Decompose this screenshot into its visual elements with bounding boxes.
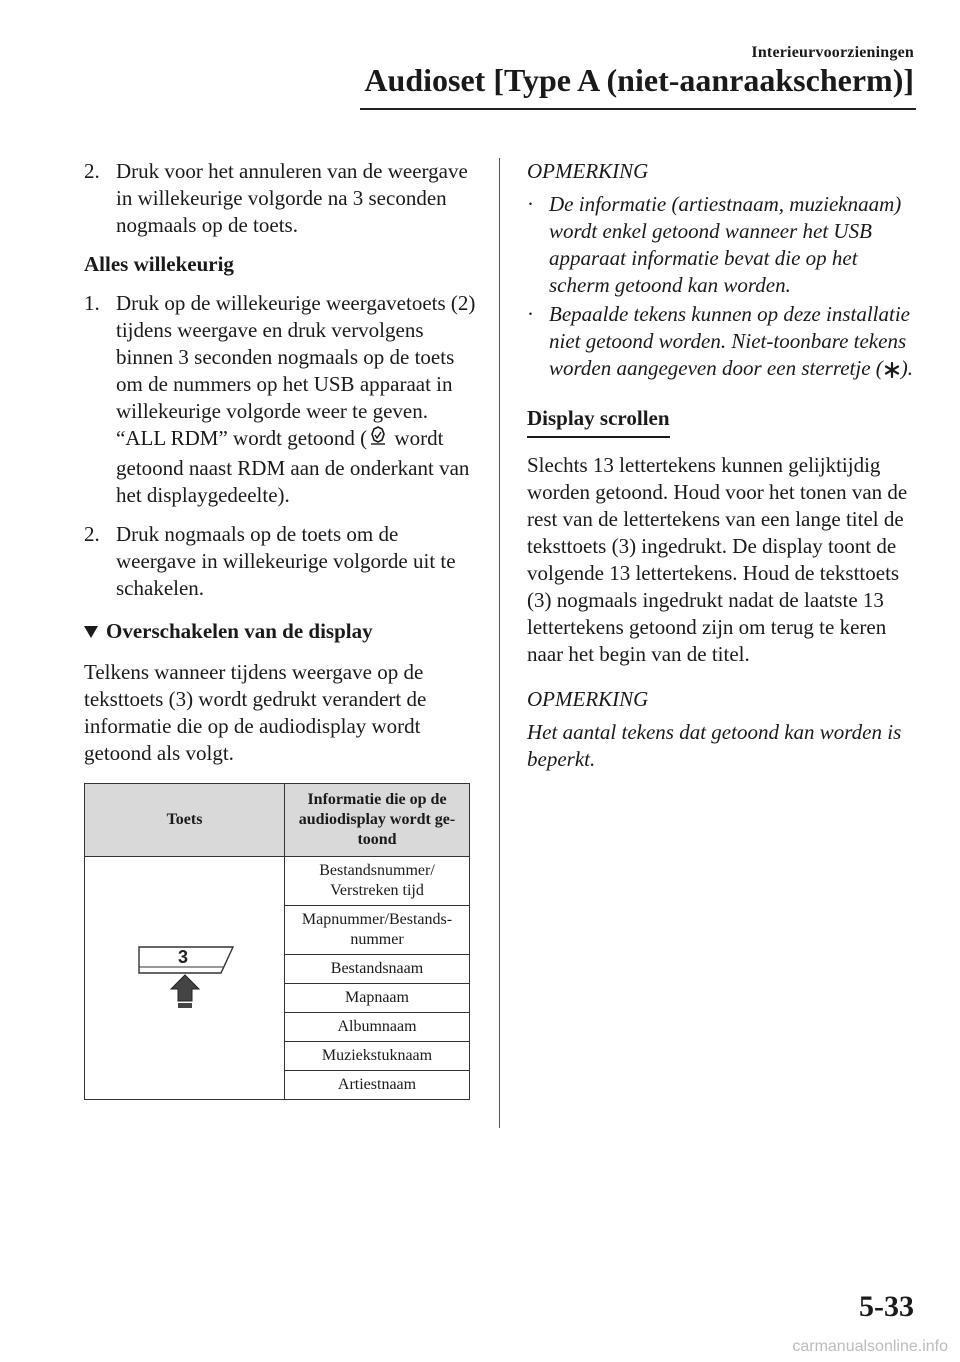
bullet-text-part: Bepaalde tekens kunnen op deze installatie niet getoond worden. Niet-toonbare tekens worden aangegeven door een sterretje ( — [549, 302, 910, 380]
watermark: carmanualsonline.info — [792, 1338, 948, 1355]
table-header-row — [85, 784, 470, 857]
table-cell: Muziekstuknaam — [285, 1042, 470, 1071]
all-random-step-1 — [84, 290, 476, 509]
bullet-text-part: ). — [900, 356, 914, 380]
all-random-step-2 — [84, 521, 476, 602]
step-number: 2. — [84, 159, 100, 183]
button-number-label: 3 — [177, 947, 188, 967]
step-text-part: Druk op de willekeurige weergavetoets (2) tijdens weergave en druk vervolgens binnen 3 seconden nogmaals op de toets om de nummers op het USB apparaat in willekeurige volgorde weer te geven. “ALL RDM” wordt getoond ( — [116, 291, 476, 450]
step-text: Druk nogmaals op de toets om de weergave in willekeurige volgorde uit te schakelen. — [116, 522, 456, 600]
page-number: 5-33 — [859, 1290, 914, 1323]
left-column — [84, 158, 476, 1100]
table-cell: Bestandsnummer/ Verstreken tijd — [285, 857, 470, 906]
step-text: Druk voor het annuleren van de weergave in willekeurige volgorde na 3 seconden nogmaals op de toets. — [116, 159, 468, 237]
note-bullet — [527, 301, 919, 385]
heading-text: Overschakelen van de display — [106, 619, 373, 643]
column-divider — [499, 158, 500, 1128]
note-bullet — [527, 191, 919, 299]
bullet-dot-icon: · — [527, 192, 534, 216]
bullet-dot-icon: · — [527, 302, 534, 326]
step-2-cancel — [84, 158, 476, 239]
page-title: Audioset [Type A (niet-aanraakscherm)] — [364, 62, 914, 98]
step-number: 1. — [84, 291, 100, 315]
display-scroll-heading: Display scrollen — [527, 405, 670, 438]
step-number: 2. — [84, 522, 100, 546]
table-cell: Artiestnaam — [285, 1071, 470, 1100]
table-row — [85, 857, 470, 906]
triangle-down-icon — [84, 626, 98, 638]
display-info-table — [84, 783, 470, 1100]
note-title: OPMERKING — [527, 687, 649, 711]
switch-display-paragraph: Telkens wanneer tijdens weergave op de teksttoets (3) wordt gedrukt verandert de informatie die op de audiodisplay wordt getoond als volgt. — [84, 660, 427, 765]
bullet-text: De informatie (artiestnaam, muzieknaam) wordt enkel getoond wanneer het USB apparaat informatie bevat die op het scherm getoond kan worden. — [549, 192, 902, 297]
table-cell: Bestandsnaam — [285, 955, 470, 984]
button-illustration-cell — [85, 857, 285, 1100]
step-text-part: wordt getoond naast RDM aan de onderkant van het displaygedeelte). — [116, 426, 470, 507]
random-folder-icon — [368, 426, 388, 455]
display-scroll-paragraph: Slechts 13 lettertekens kunnen gelijktijdig worden getoond. Houd voor het tonen van de rest van de lettertekens van een lange titel de teksttoets (3) ingedrukt. De display toont de volgende 13 lettertekens. Houd de teksttoets (3) nogmaals ingedrukt nadat de laatste 13 lettertekens getoond zijn om terug te keren naar het begin van de titel. — [527, 453, 908, 666]
table-header-info: Informatie die op de audiodisplay wordt ge-toond — [285, 784, 470, 857]
step-text — [116, 290, 476, 509]
table-cell: Mapnaam — [285, 984, 470, 1013]
text-button-3-icon — [125, 935, 245, 1015]
table-cell: Albumnaam — [285, 1013, 470, 1042]
section-label: Interieurvoorzieningen — [751, 44, 914, 61]
title-rule — [360, 108, 916, 110]
right-column — [527, 158, 919, 773]
bullet-text — [549, 301, 919, 385]
asterisk-icon — [884, 358, 900, 385]
table-cell: Mapnummer/Bestands-nummer — [285, 906, 470, 955]
all-random-heading: Alles willekeurig — [84, 252, 234, 276]
note-title: OPMERKING — [527, 159, 649, 183]
note-text: Het aantal tekens dat getoond kan worden is beperkt. — [527, 720, 902, 771]
table-header-toets: Toets — [85, 784, 285, 857]
switch-display-heading — [84, 618, 476, 645]
